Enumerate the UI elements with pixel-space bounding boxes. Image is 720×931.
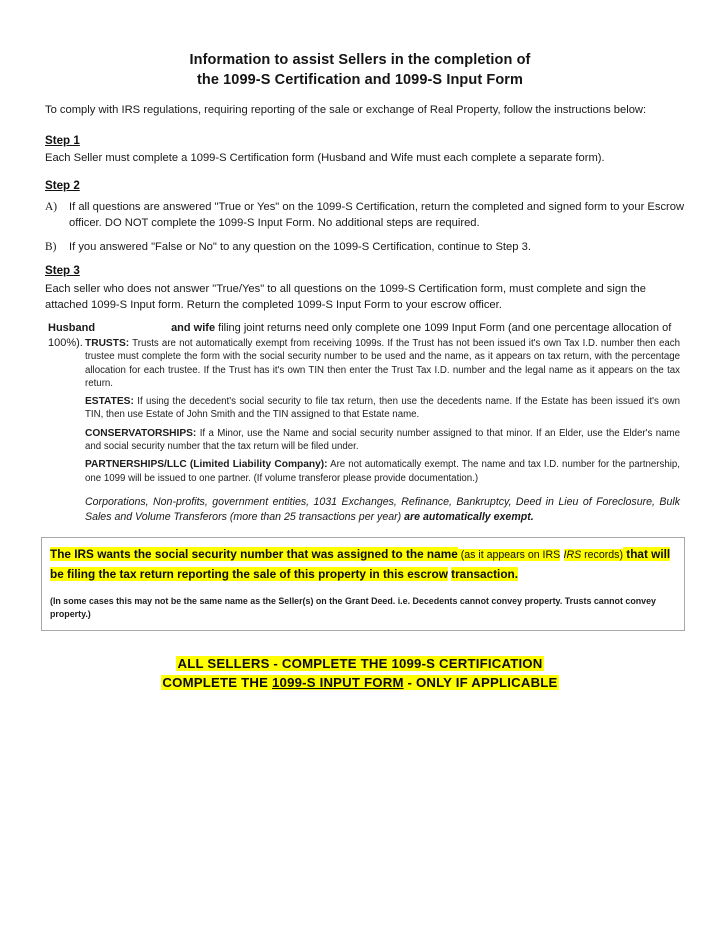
entity-estates bbox=[85, 395, 680, 422]
wife-label: and wife bbox=[171, 322, 216, 334]
notice-segment-1: The IRS wants the social security number that was assigned to the name bbox=[50, 547, 458, 561]
notice-segment-4: records) bbox=[581, 549, 623, 561]
notice-segment-5: that will be filing the tax return reporting the sale of this property in this escrow bbox=[50, 547, 671, 581]
automatically-exempt-note bbox=[85, 495, 680, 525]
callout-line-2-pre: COMPLETE THE bbox=[162, 675, 272, 690]
intro-paragraph: To comply with IRS regulations, requiring reporting of the sale or exchange of Real Property, follow the instructions below: bbox=[45, 104, 647, 116]
entity-text-partnerships-llc: Are not automatically exempt. The name and tax I.D. number for the partnership, one 1099 will be issued to one partner. (If volume transferor please provide documentation.) bbox=[85, 459, 680, 484]
entity-conservatorships bbox=[85, 427, 680, 454]
callout-line-1-text: ALL SELLERS - COMPLETE THE 1099-S CERTIFICATION bbox=[177, 656, 543, 671]
callout-line-2-underlined: 1099-S INPUT FORM bbox=[272, 675, 404, 690]
entity-trusts bbox=[85, 337, 680, 390]
irs-notice-box bbox=[41, 537, 685, 631]
entity-term-trusts: TRUSTS: bbox=[85, 338, 130, 349]
notice-segment-3: IRS bbox=[563, 549, 582, 561]
entity-text-trusts: Trusts are not automatically exempt from receiving 1099s. If the Trust has not been issued it's own Tax I.D. number then each trustee must complete the form with the social security number to be used and the name, as it appears on tax return, with the percentage allocation for each trustee. If the Trust has it's own TIN then enter the Trust Tax I.D. number and the legal name as it appears on the tax return. bbox=[85, 338, 680, 389]
page-title-line-1: Information to assist Sellers in the completion of bbox=[189, 52, 531, 68]
list-item bbox=[45, 240, 690, 256]
entity-partnerships-llc bbox=[85, 458, 680, 485]
exempt-note-normal: Corporations, Non-profits, government entities, 1031 Exchanges, Refinance, Bankruptcy, Deed in Lieu of Foreclosure, Bulk Sales and Volume Transferors (more than 25 transactions per year) bbox=[85, 495, 680, 523]
callout-line-1 bbox=[0, 654, 720, 673]
page-title-line-2: the 1099-S Certification and 1099-S Input Form bbox=[196, 72, 524, 88]
step-3-heading: Step 3 bbox=[45, 264, 80, 277]
notice-segment-2: (as it appears on IRS bbox=[457, 549, 561, 561]
notice-segment-6: transaction. bbox=[451, 566, 519, 581]
irs-notice-subtext: (In some cases this may not be the same name as the Seller(s) on the Grant Deed. i.e. Decedents cannot convey property. Trusts cannot convey property.) bbox=[50, 596, 656, 619]
step-1-heading: Step 1 bbox=[45, 134, 80, 147]
entity-text-estates: If using the decedent's social security to file tax return, then use the decedents name. If the Estate has been issued it's own TIN, then use Estate of John Smith and the TIN assigned to that Estate name. bbox=[85, 396, 680, 421]
entity-term-partnerships-llc: PARTNERSHIPS/LLC (Limited Liability Company): bbox=[85, 459, 328, 471]
step-2-list bbox=[45, 200, 690, 265]
step-1-body: Each Seller must complete a 1099-S Certification form (Husband and Wife must each complete a separate form). bbox=[45, 152, 605, 164]
entity-term-conservatorships: CONSERVATORSHIPS: bbox=[85, 427, 197, 439]
step-2-heading: Step 2 bbox=[45, 179, 80, 192]
exempt-note-bold: are automatically exempt. bbox=[404, 510, 534, 523]
bottom-callout bbox=[0, 654, 720, 692]
irs-notice-main-text bbox=[50, 545, 675, 583]
entity-definitions bbox=[85, 337, 680, 525]
entity-text-conservatorships: If a Minor, use the Name and social security number assigned to that minor. If an Elder, use the Elder's name and social security number that the tax return will be filed under. bbox=[85, 427, 680, 453]
irs-notice-inner bbox=[42, 538, 684, 627]
entity-term-estates: ESTATES: bbox=[85, 396, 134, 408]
husband-label: Husband bbox=[48, 322, 96, 334]
document-title-block bbox=[45, 50, 675, 90]
step-3-body: Each seller who does not answer "True/Yes" to all questions on the 1099-S Certification form, must complete and sign the attached 1099-S Input form. Return the completed 1099-S Input Form to your escrow officer. bbox=[45, 283, 646, 311]
callout-line-2 bbox=[0, 673, 720, 692]
list-item bbox=[45, 200, 690, 231]
callout-line-2-wrapper bbox=[161, 675, 558, 690]
callout-line-2-post: - ONLY IF APPLICABLE bbox=[403, 675, 558, 690]
list-item-text: If you answered "False or No" to any question on the 1099-S Certification, continue to Step 3. bbox=[69, 241, 531, 253]
list-item-marker: A) bbox=[45, 201, 58, 213]
list-item-text: If all questions are answered "True or Yes" on the 1099-S Certification, return the completed and signed form to your Escrow officer. DO NOT complete the 1099-S Input Form. No additional steps are required. bbox=[69, 201, 685, 229]
husband-wife-text: filing joint returns need only complete one 1099 Input Form (and one percentage allocation of 100%). bbox=[48, 322, 672, 349]
list-item-marker: B) bbox=[45, 241, 57, 253]
